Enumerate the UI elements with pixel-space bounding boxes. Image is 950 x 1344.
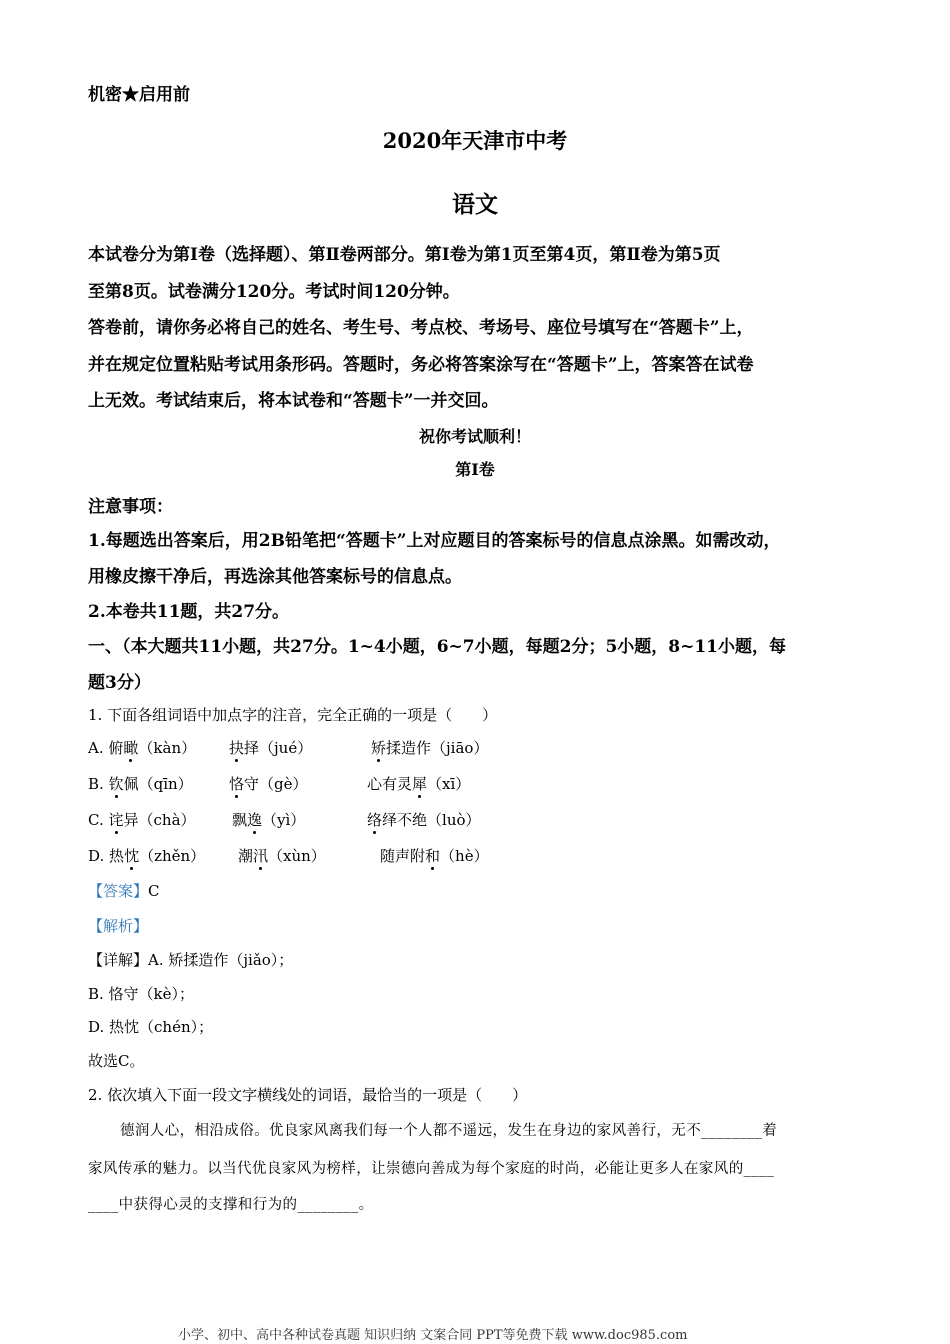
notes-line: 2.本卷共11题，共27分。 [88, 602, 290, 622]
dotted-char: 诧 [108, 811, 124, 829]
option-label: C. [88, 811, 104, 829]
intro-line: 并在规定位置粘贴考试用条形码。答题时，务必将答案涂写在“答题卡”上，答案答在试卷 [88, 355, 754, 375]
answer-tag: 【答案】 [88, 882, 149, 900]
detail-line: 故选C。 [88, 1052, 145, 1070]
option-d: D. 热忱（zhěn） [88, 847, 206, 865]
notes-title: 注意事项： [88, 497, 173, 517]
question-2-stem: 2. 依次填入下面一段文字横线处的词语，最恰当的一项是（ ） [88, 1086, 528, 1104]
dotted-char: 汛 [253, 847, 269, 865]
option-label: A. [88, 739, 104, 757]
exam-title: 2020年天津市中考 [382, 128, 568, 153]
passage-line: 家风传承的魅力。以当代优良家风为榜样，让崇德向善成为每个家庭的时尚，必能让更多人在家风的____ [88, 1161, 775, 1177]
option-d-word-3: 随声附和（hè） [380, 847, 489, 865]
subject-title: 语文 [452, 191, 498, 218]
footer-text: 小学、初中、高中各种试卷真题 知识归纳 文案合同 PPT等免费下载 www.doc985.com [178, 1328, 688, 1343]
intro-line: 答卷前，请你务必将自己的姓名、考生号、考点校、考场号、座位号填写在“答题卡”上， [88, 318, 754, 338]
detail-line: 【详解】A. 矫揉造作（jiǎo）； [88, 951, 294, 969]
detail-line: D. 热忱（chén）； [88, 1018, 214, 1036]
option-d-word-2: 潮汛（xùn） [238, 847, 326, 865]
option-label: B. [88, 775, 104, 793]
option-c: C. 诧异（chà） [88, 811, 196, 829]
wish-text: 祝你考试顺利！ [418, 427, 531, 446]
dotted-char: 忱 [124, 847, 140, 865]
classification-label: 机密★启用前 [88, 85, 190, 105]
option-a-word-2: 抉择（jué） [229, 739, 313, 757]
passage-line: ____中获得心灵的支撑和行为的________。 [88, 1197, 374, 1213]
part-one-line: 题3分） [88, 673, 151, 693]
dotted-char: 抉 [229, 739, 245, 757]
option-label: D. [88, 847, 105, 865]
section-title: 第Ⅰ卷 [455, 460, 495, 479]
passage-line: 德润人心，相沿成俗。优良家风离我们每一个人都不遥远，发生在身边的家风善行，无不________着 [120, 1123, 778, 1139]
question-1-stem: 1. 下面各组词语中加点字的注音，完全正确的一项是（ ） [88, 706, 498, 724]
option-a: A. 俯瞰（kàn） [88, 739, 197, 757]
dotted-char: 犀 [412, 775, 428, 793]
dotted-char: 钦 [108, 775, 124, 793]
detail-line: B. 恪守（kè）； [88, 985, 195, 1003]
analysis-tag: 【解析】 [88, 917, 149, 935]
dotted-char: 络 [367, 811, 383, 829]
dotted-char: 瞰 [123, 739, 139, 757]
notes-line: 1.每题选出答案后，用2B铅笔把“答题卡”上对应题目的答案标号的信息点涂黑。如需改动， [88, 531, 781, 551]
detail-tag: 【详解】 [88, 951, 149, 969]
dotted-char: 逸 [247, 811, 263, 829]
option-a-word-3: 矫揉造作（jiāo） [371, 739, 489, 757]
intro-line: 上无效。考试结束后，将本试卷和“答题卡”一并交回。 [88, 391, 499, 411]
option-c-word-2: 飘逸（yì） [232, 811, 306, 829]
dotted-char: 和 [425, 847, 441, 865]
option-b: B. 钦佩（qīn） [88, 775, 193, 793]
option-b-word-2: 恪守（gè） [229, 775, 308, 793]
notes-line: 用橡皮擦干净后，再选涂其他答案标号的信息点。 [88, 567, 462, 587]
option-b-word-3: 心有灵犀（xī） [367, 775, 471, 793]
option-c-word-3: 络绎不绝（luò） [367, 811, 481, 829]
intro-line: 本试卷分为第Ⅰ卷（选择题）、第Ⅱ卷两部分。第Ⅰ卷为第1页至第4页，第Ⅱ卷为第5页 [88, 245, 721, 265]
answer-line [88, 880, 160, 901]
dotted-char: 恪 [229, 775, 245, 793]
answer-value: C [148, 882, 160, 900]
intro-line: 至第8页。试卷满分120分。考试时间120分钟。 [88, 282, 460, 302]
dotted-char: 矫 [371, 739, 387, 757]
part-one-line: 一、（本大题共11小题，共27分。1~4小题，6~7小题，每题2分；5小题，8~11小题，每 [88, 637, 787, 657]
